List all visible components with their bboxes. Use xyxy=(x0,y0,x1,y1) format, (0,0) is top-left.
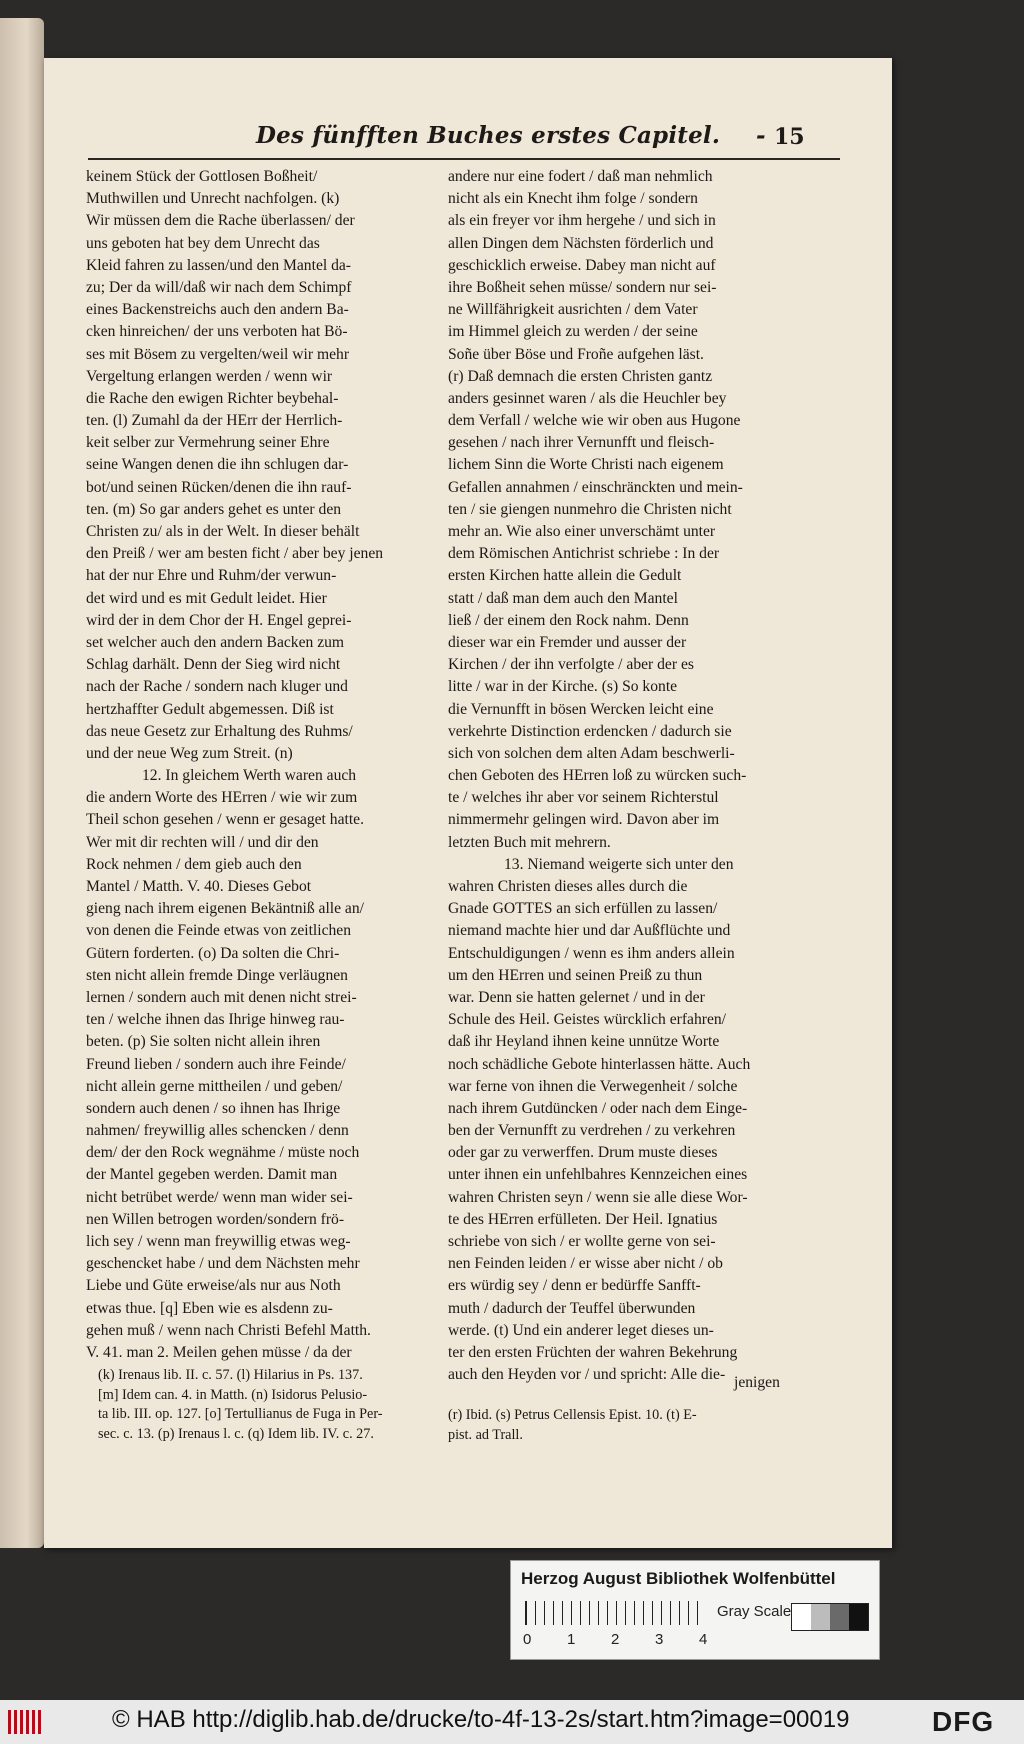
text-line: nen Willen betrogen worden/sondern frö- xyxy=(86,1210,345,1228)
text-line: Christen zu/ als in der Welt. In dieser behält xyxy=(86,523,360,540)
text-line: nach der Rache / sondern nach kluger und xyxy=(86,678,348,696)
text-line: sec. c. 13. (p) Irenaus l. c. (q) Idem lib. IV. c. 27. xyxy=(98,1425,374,1442)
text-line: zu; Der da will/daß wir nach dem Schimpf xyxy=(86,278,352,296)
text-line: ten. (l) Zumahl da der HErr der Herrlich- xyxy=(86,412,343,430)
text-line: ließ / der einem den Rock nahm. Denn xyxy=(448,611,689,629)
text-line: nicht als ein Knecht ihm folge / sondern xyxy=(448,190,698,208)
text-line: statt / daß man dem auch den Mantel xyxy=(448,589,678,607)
text-line: lichem Sinn die Worte Christi nach eigenem xyxy=(448,456,724,474)
text-line: te des HErren erfülleten. Der Heil. Ignatius xyxy=(448,1210,718,1228)
text-line: Muthwillen und Unrecht nachfolgen. (k) xyxy=(86,190,340,208)
text-line: die Vernunfft in bösen Wercken leicht eine xyxy=(448,700,714,718)
text-line: sich von solchen dem alten Adam beschwerli- xyxy=(448,744,735,762)
text-line: nicht allein gerne mittheilen / und geben/ xyxy=(86,1077,343,1095)
text-line: verkehrte Distinction erdencken / dadurch sie xyxy=(448,722,732,740)
text-line: Liebe und Güte erweise/als nur aus Noth xyxy=(86,1277,341,1295)
ruler-scale xyxy=(525,1601,706,1625)
text-line: gieng nach ihrem eigenen Bekäntniß alle an/ xyxy=(86,900,364,918)
text-line: letzten Buch mit mehrern. xyxy=(448,833,611,851)
text-line: als ein freyer vor ihm hergehe / und sich in xyxy=(448,212,716,230)
text-line: ses mit Bösem zu vergelten/weil wir mehr xyxy=(86,345,350,363)
text-line: dieser war ein Fremder und ausser der xyxy=(448,633,687,651)
text-line: hertzhaffter Gedult abgemessen. Diß ist xyxy=(86,700,334,718)
dfg-logo: DFG xyxy=(932,1706,995,1737)
text-line: Entschuldigungen / wenn es ihm anders allein xyxy=(448,944,735,962)
left-text-column xyxy=(86,166,476,1364)
text-line: ten / sie giengen nunmehro die Christen nicht xyxy=(448,500,732,518)
footer-bar xyxy=(0,1700,1024,1744)
text-line: dem Römischen Antichrist schriebe : In der xyxy=(448,545,720,563)
text-line: keinem Stück der Gottlosen Boßheit/ xyxy=(86,168,318,185)
text-line: Gütern forderten. (o) Da solten die Chri- xyxy=(86,944,340,962)
text-line: wird der in dem Chor der H. Engel geprei- xyxy=(86,611,352,629)
ruler-label: 1 xyxy=(567,1631,576,1648)
text-line: Gefallen annahmen / einschränckten und mein- xyxy=(448,478,743,496)
text-line: nicht betrübet werde/ wenn man wider sei- xyxy=(86,1188,353,1206)
text-line: bot/und seinen Rücken/denen die ihn rauf- xyxy=(86,478,352,496)
text-line: schriebe von sich / er wollte gerne von sei- xyxy=(448,1233,716,1250)
text-line: geschencket habe / und dem Nächsten mehr xyxy=(86,1255,360,1273)
text-line: det wird und es mit Gedult leidet. Hier xyxy=(86,589,327,607)
text-line: ben der Vernunfft zu verdrehen / zu verkehren xyxy=(448,1122,736,1140)
text-line: andere nur eine fodert / daß man nehmlich xyxy=(448,168,713,185)
running-head-dash: - xyxy=(756,122,766,149)
gray-swatch xyxy=(792,1604,811,1630)
page-number: 15 xyxy=(774,124,805,150)
text-line: te / welches ihr aber vor seinem Richterstul xyxy=(448,789,719,807)
text-line: cken hinreichen/ der uns verboten hat Bö- xyxy=(86,323,348,341)
text-line: nen Feinden leiden / er wisse aber nicht / ob xyxy=(448,1255,723,1273)
text-line: 13. Niemand weigerte sich unter den xyxy=(504,855,734,873)
running-head-title: Des fünfften Buches erstes Capitel. xyxy=(256,122,721,149)
running-head xyxy=(256,122,816,152)
text-line: dem Verfall / welche wie wir oben aus Hugone xyxy=(448,412,741,430)
text-line: (r) Daß demnach die ersten Christen gantz xyxy=(448,367,713,385)
barcode-icon xyxy=(8,1710,44,1734)
text-line: ten. (m) So gar anders gehet es unter den xyxy=(86,500,342,518)
text-line: daß ihr Heyland ihnen keine unnütze Worte xyxy=(448,1033,720,1051)
text-line: (k) Irenaus lib. II. c. 57. (l) Hilarius in Ps. 137. xyxy=(98,1367,363,1383)
text-line: gehen muß / wenn nach Christi Befehl Matth. xyxy=(86,1321,371,1339)
text-line: Schule des Heil. Geistes würcklich erfahren/ xyxy=(448,1011,726,1029)
text-line: Rock nehmen / dem gieb auch den xyxy=(86,855,302,873)
text-line: geschicklich erweise. Dabey man nicht auf xyxy=(448,256,716,274)
text-line: nahmen/ freywillig alles schencken / denn xyxy=(86,1122,349,1140)
text-line: die andern Worte des HErren / wie wir zum xyxy=(86,789,358,807)
text-line: den Preiß / wer am besten ficht / aber bey jenen xyxy=(86,545,384,563)
text-line: etwas thue. [q] Eben wie es alsdenn zu- xyxy=(86,1299,333,1317)
text-line: ta lib. III. op. 127. [o] Tertullianus de Fuga in Per- xyxy=(98,1406,383,1422)
text-line: lich sey / wenn man freywillig etwas weg- xyxy=(86,1233,351,1250)
text-line: war. Denn sie hatten gelernet / und in der xyxy=(448,988,705,1006)
text-line: anders gesinnet waren / als die Heuchler bey xyxy=(448,389,727,407)
text-line: Gnade GOTTES an sich erfüllen zu lassen/ xyxy=(448,900,718,918)
text-line: litte / war in der Kirche. (s) So konte xyxy=(448,678,678,696)
ruler-label: 2 xyxy=(611,1631,620,1648)
text-line: ihre Boßheit sehen müsse/ sondern nur sei- xyxy=(448,278,717,296)
text-line: ten / welche ihnen das Ihrige hinweg rau- xyxy=(86,1011,345,1029)
gray-swatch xyxy=(849,1604,868,1630)
text-line: und der neue Weg zum Streit. (n) xyxy=(86,744,293,762)
text-line: der Mantel gegeben werden. Damit man xyxy=(86,1166,338,1184)
text-line: nimmermehr gelingen wird. Davon aber im xyxy=(448,811,720,829)
text-line: muth / dadurch der Teuffel überwunden xyxy=(448,1299,696,1317)
text-line: set welcher auch den andern Backen zum xyxy=(86,633,345,651)
text-line: sondern auch denen / so ihnen has Ihrige xyxy=(86,1099,341,1117)
text-line: Mantel / Matth. V. 40. Dieses Gebot xyxy=(86,878,312,895)
gray-scale-swatches xyxy=(791,1603,869,1631)
text-line: ter den ersten Früchten der wahren Bekehrung xyxy=(448,1343,738,1361)
color-calibration-card xyxy=(510,1560,880,1660)
text-line: im Himmel gleich zu werden / der seine xyxy=(448,323,698,341)
text-line: wahren Christen seyn / wenn sie alle diese Wor- xyxy=(448,1188,748,1206)
text-line: Kirchen / der ihn verfolgte / aber der es xyxy=(448,656,694,674)
text-line: seine Wangen denen die ihn schlugen dar- xyxy=(86,456,349,474)
footnotes-left xyxy=(98,1366,383,1444)
text-line: unter ihnen ein unfehlbahres Kennzeichen eines xyxy=(448,1166,748,1184)
text-line: wahren Christen dieses alles durch die xyxy=(448,878,688,895)
text-line: Freund lieben / sondern auch ihre Feinde/ xyxy=(86,1055,346,1073)
ruler-label: 4 xyxy=(699,1631,708,1648)
text-line: dem/ der den Rock wegnähme / müste noch xyxy=(86,1144,360,1162)
footer-link[interactable]: © HAB http://diglib.hab.de/drucke/to-4f-13-2s/start.htm?image=00019 xyxy=(112,1706,850,1733)
text-line: Wer mit dir rechten will / und dir den xyxy=(86,833,319,851)
previous-page-edge xyxy=(0,18,44,1548)
text-line: Kleid fahren zu lassen/und den Mantel da- xyxy=(86,256,352,274)
text-line: um den HErren und seinen Preiß zu thun xyxy=(448,966,703,984)
gray-swatch xyxy=(811,1604,830,1630)
text-line: auch den Heyden vor / und spricht: Alle die- xyxy=(448,1366,726,1384)
footnotes-right xyxy=(448,1406,697,1445)
text-line: oder gar zu verwerffen. Drum muste dieses xyxy=(448,1144,718,1162)
text-line: nach ihrem Gutdüncken / oder nach dem Einge- xyxy=(448,1099,748,1117)
text-line: gesehen / nach ihrer Vernunfft und fleisch- xyxy=(448,434,715,452)
text-line: keit selber zur Vermehrung seiner Ehre xyxy=(86,434,330,452)
text-line: ne Willfährigkeit ausrichten / dem Vater xyxy=(448,301,698,319)
ruler-label: 0 xyxy=(523,1631,532,1648)
text-line: von denen die Feinde etwas von zeitlichen xyxy=(86,922,352,940)
text-line: Wir müssen dem die Rache überlassen/ der xyxy=(86,212,355,230)
text-line: Schlag darhält. Denn der Sieg wird nicht xyxy=(86,656,341,674)
text-line: ersten Kirchen hatte allein die Gedult xyxy=(448,567,682,585)
text-line: sten nicht allein fremde Dinge verläugnen xyxy=(86,966,348,984)
text-line: (r) Ibid. (s) Petrus Cellensis Epist. 10. (t) E- xyxy=(448,1407,697,1423)
text-line: noch schädliche Gebote hinterlassen hätte. Auch xyxy=(448,1055,751,1073)
text-line: Vergeltung erlangen werden / wenn wir xyxy=(86,367,333,385)
text-line: Theil schon gesehen / wenn er gesaget hatte. xyxy=(86,811,364,829)
text-line: pist. ad Trall. xyxy=(448,1426,523,1443)
text-line: chen Geboten des HErren loß zu würcken such- xyxy=(448,767,747,785)
right-text-column xyxy=(448,166,840,1386)
text-line: ers würdig sey / denn er bedürffe Sanfft- xyxy=(448,1277,701,1295)
text-line: Soñe über Böse und Froñe aufgehen läst. xyxy=(448,345,704,363)
text-line: niemand machte hier und dar Außflüchte und xyxy=(448,922,731,940)
text-line: war ferne von ihnen die Verwegenheit / solche xyxy=(448,1077,738,1095)
text-line: lernen / sondern auch mit denen nicht strei- xyxy=(86,988,357,1006)
gray-swatch xyxy=(830,1604,849,1630)
header-rule xyxy=(88,158,840,160)
text-line: [m] Idem can. 4. in Matth. (n) Isidorus Pelusio- xyxy=(98,1386,368,1403)
text-line: hat der nur Ehre und Ruhm/der verwun- xyxy=(86,567,337,585)
ruler-label: 3 xyxy=(655,1631,664,1648)
text-line: die Rache den ewigen Richter beybehal- xyxy=(86,389,339,407)
text-line: 12. In gleichem Werth waren auch xyxy=(142,767,357,785)
text-line: V. 41. man 2. Meilen gehen müsse / da der xyxy=(86,1343,352,1361)
text-line: beten. (p) Sie solten nicht allein ihren xyxy=(86,1033,321,1051)
text-line: mehr an. Wie also einer unverschämt unter xyxy=(448,523,716,540)
text-line: eines Backenstreichs auch den andern Ba- xyxy=(86,301,349,319)
text-line: uns geboten hat bey dem Unrecht das xyxy=(86,234,320,252)
gray-scale-label: Gray Scale xyxy=(717,1603,792,1620)
text-line: werde. (t) Und ein anderer leget dieses un- xyxy=(448,1321,714,1339)
book-page xyxy=(44,58,892,1548)
catchword: jenigen xyxy=(734,1374,780,1391)
card-title: Herzog August Bibliothek Wolfenbüttel xyxy=(521,1569,836,1588)
text-line: allen Dingen dem Nächsten förderlich und xyxy=(448,234,714,252)
text-line: das neue Gesetz zur Erhaltung des Ruhms/ xyxy=(86,722,353,740)
